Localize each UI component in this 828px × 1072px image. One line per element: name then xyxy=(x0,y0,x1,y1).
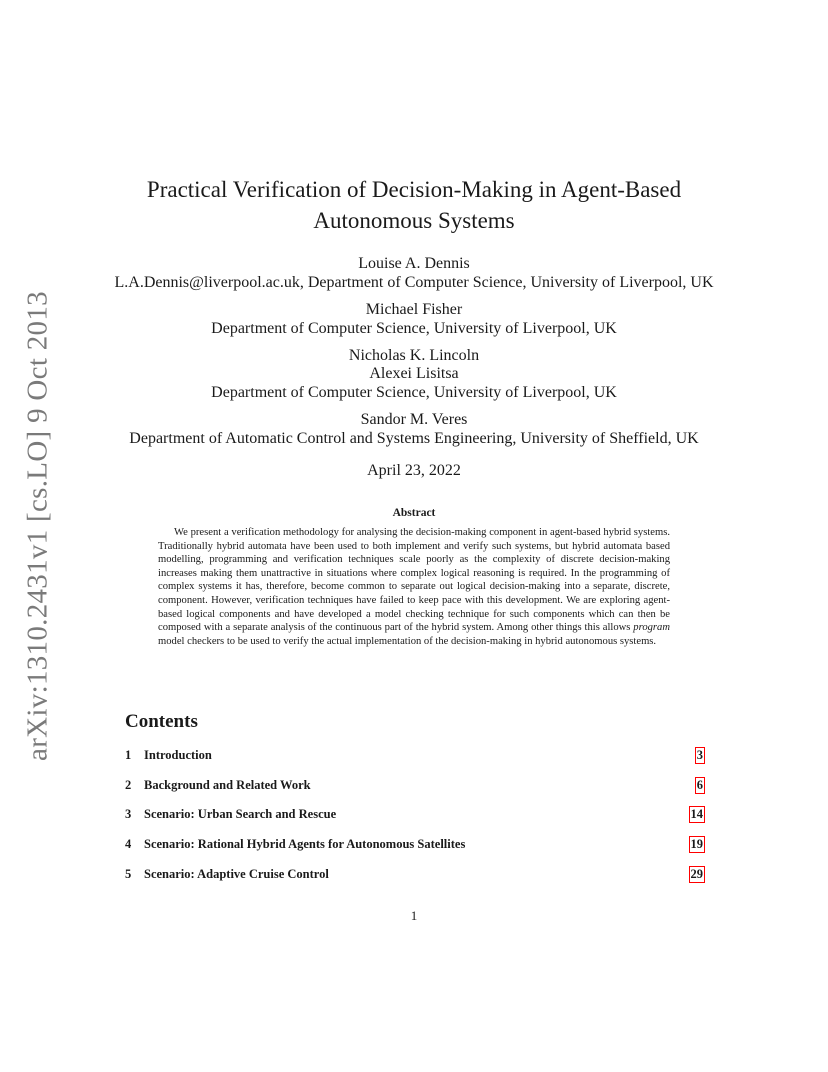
author-name: Nicholas K. Lincoln xyxy=(348,347,480,364)
author-name: Sandor M. Veres xyxy=(360,411,468,428)
toc-entry xyxy=(125,807,705,823)
toc-section-title: Scenario: Urban Search and Rescue xyxy=(144,807,337,821)
toc-section-title: Scenario: Adaptive Cruise Control xyxy=(144,867,329,881)
toc-section-number: 5 xyxy=(125,867,132,881)
toc-section-title: Scenario: Rational Hybrid Agents for Autonomous Satellites xyxy=(144,837,466,851)
author-affiliation: L.A.Dennis@liverpool.ac.uk, Department of Computer Science, University of Liverpool, UK xyxy=(114,274,714,291)
toc-page-link[interactable]: 19 xyxy=(690,837,703,851)
toc-section-number: 1 xyxy=(125,748,132,762)
toc-entry xyxy=(125,867,705,883)
toc-entry xyxy=(125,778,705,794)
author-name: Louise A. Dennis xyxy=(358,255,470,272)
paper-title: Practical Verification of Decision-Making in Agent-Based Autonomous Systems xyxy=(146,177,682,233)
toc-section-number: 4 xyxy=(125,837,132,851)
toc-page-link[interactable]: 3 xyxy=(696,748,703,762)
page-number: 1 xyxy=(410,908,418,923)
author-name: Alexei Lisitsa xyxy=(369,365,459,382)
abstract-emphasis: program xyxy=(633,622,670,634)
toc-section-number: 2 xyxy=(125,778,132,792)
abstract-text-part: We present a verification methodology for analysing the decision-making component in agent-based hybrid systems. Traditionally hybrid automata have been used to both implement and verify such systems, but hybrid automata based modelling, programming and verification techniques scale poorly as the complexity of discrete decision-making increases making them unattractive in situations where complex logical reasoning is required. In the programming of complex systems it has, therefore, become common to separate out logical decision-making into a separate, discrete, component. However, verification techniques have failed to keep pace with this development. We are exploring agent-based logical components and have developed a model checking technique for such components which can then be composed with a separate analysis of the continuous part of the hybrid system. Among other things this allows xyxy=(158,527,670,634)
paper-date: April 23, 2022 xyxy=(367,462,461,479)
abstract-heading: Abstract xyxy=(392,507,436,519)
author-name: Michael Fisher xyxy=(365,301,463,318)
toc-page-link[interactable]: 6 xyxy=(696,778,703,792)
toc-section-title: Introduction xyxy=(144,748,212,762)
abstract-text-part: model checkers to be used to verify the actual implementation of the decision-making in hybrid autonomous systems. xyxy=(158,635,657,647)
toc-page-link[interactable]: 29 xyxy=(690,867,703,881)
abstract-text xyxy=(158,526,670,648)
author-affiliation: Department of Computer Science, University of Liverpool, UK xyxy=(211,384,617,401)
toc-entry xyxy=(125,748,705,764)
author-affiliation: Department of Automatic Control and Systems Engineering, University of Sheffield, UK xyxy=(129,430,699,447)
toc-section-number: 3 xyxy=(125,807,132,821)
arxiv-identifier-stamp: arXiv:1310.2431v1 [cs.LO] 9 Oct 2013 xyxy=(21,291,54,761)
contents-heading: Contents xyxy=(125,711,198,732)
toc-section-title: Background and Related Work xyxy=(144,778,311,792)
toc-page-link[interactable]: 14 xyxy=(690,807,703,821)
author-affiliation: Department of Computer Science, University of Liverpool, UK xyxy=(211,320,617,337)
toc-entry xyxy=(125,837,705,853)
